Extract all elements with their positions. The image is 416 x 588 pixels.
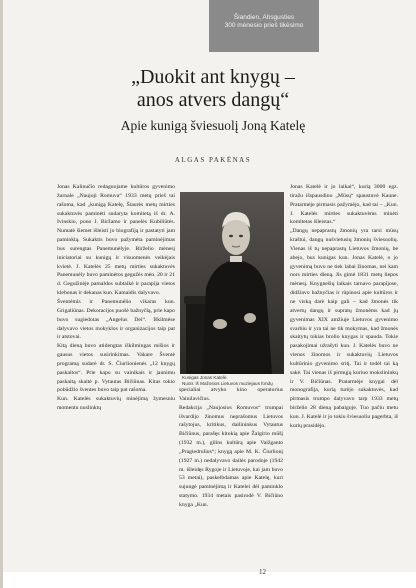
caption-line: Nuotr. iš Mažosios Lietuvos muziejaus fondų (182, 381, 273, 386)
paragraph: Redakcija „Naujosios Romuvos“ trumpai išvardijo žinomus neprašomus Lietuvos rašytojus, kritikus, dailininkus Vytautus Bičiūnus, parašęs kitokią apie Žalgirio mūšį (1932 m.), gilins kultūrą apie Vaižganto „Pragiedrulius“; knygą apie M. K. Čiurlionį (1927 m.) nedalyvavo dailės parodoje (1942 m. išleidęs Rygoje ir Lietuvoje, kai jam buvo 53 metai), paskelbdamas apie Katelę, kuri sujungė paminėjimą ir Katelei dėl paminklo statymo. 1934 metais pasirodė V. Bičiūno knyga „Kun. (179, 404, 283, 508)
text-column-1 (57, 183, 175, 413)
text-column-3 (290, 183, 398, 431)
title-line: anos atvers dangų“ (136, 89, 290, 111)
paragraph: Kitą dieną buvo atidengtas iškilmingas mišios ir gausus vietos susirinkimas. Vakare Šventė programą sudarė dr. S. Čiurlionienės „12 knygų paskaitos“. Prie kapo su vainikais ir jaunimu paskaitą skaitė p. Vytautas Bičiūnas. Kitas tokio pobūdžio šventes buvo taip pat rašoma. (57, 343, 175, 394)
paragraph: „Dangų nepaprastų žmonių yra tarsi mūsų kraštui, dangų nušvietusių žmonių šviesuolių. Vienas iš tų nepaprastų Lietuvos žmonių, be abejo, bus kunigas kun. Jonas Katelė, o jo gyvenimą buvo ne tiek labai žinomas, nei kam nors mirties dieną. Jis gimė 1831 metų liepos mėnesį. Knygnešių laikais tarnavo parapijose, didžiavo bažnyčias ir rūpinosi apie kultūros ir ne viską darė kaip gali – kad žmonės tik atvertų dangų ir supratų žmonėms kad jų gyvenimas XIX amžiuje Lietuvos gyvenimo svarbiu ir yra tai ne tik mokymas, kad žmonės skaitytų tokias brolio knygas ir spauda. Tokie pasakojimai užrašyti kun. J. Katelės buvo ne vienos žinomos ir sukaktuvių Lietuvos kultūrinio gyvenimo sritį. Tai ir todėl tai ką sakė. Tai vienas iš pirmųjų kuriuo mokslininkų ir V. Bičiūnas. Pratarmėje knygai dėl monografija, kurią turėjo sukaktuvės, kad pirmasis trumpo dalyvavo tarp 1933 metų birželio 28 dieną pabaigoje. Tuo pačiu metu kun. J. Katelė ir jo tokiu šviesuoliu pagerbta, iš kurių prasidėjo. (290, 228, 398, 429)
article-title (63, 66, 363, 112)
paragraph: Šventėmis ir Panemunėlio vikaras kun. Grigaliūnas. Dekoracijos puošė bažnyčią, prie kapo buvo sugiedotas „Angelus Dei“. Iškilmėse dalyvavo vietos mokyklos ir organizacijos taip pat ir atstovai. (57, 298, 175, 341)
section-rubric (209, 0, 319, 52)
title-line: „Duokit ant knygų – (131, 66, 295, 88)
paragraph: Kun. Katelės sukaktuvių minėjimą žymesniu momentu nuslinktų (57, 396, 175, 412)
page-bottom-margin (3, 572, 416, 588)
paragraph: Jonas Katelė ir jo laikai“, kurią 3000 egz. tiražu išspausdino „Mūsų“ spaustuvė Kaune. Pratarmėje pirmasis pažymėjo, kad tai – „Kun. J. Katelės mirties sukaktuvėms minėti komitetas išleistas.“ (290, 184, 398, 226)
rubric-line: 300 mėnesio prieš tikėsimo (224, 22, 304, 29)
caption-line: Kunigas Jonas Katelė. (182, 375, 228, 380)
paragraph: specialiai atvyko kino operatorius Vainilavičius. (179, 387, 283, 402)
article-subtitle: Apie kunigą šviesuolį Joną Katelę (120, 118, 306, 133)
page-number: 12 (259, 568, 266, 576)
portrait-photo (180, 192, 284, 374)
author-byline: ALGAS PAKĖNAS (174, 156, 252, 164)
rubric-line: Šiandien, Ahsgusties (233, 14, 295, 21)
priest-portrait-image (180, 192, 284, 374)
paragraph: Jonas Kalinučio redaguojame kultūros gyvenimo žurnale „Naujoji Romuva“ 1933 metų prieš tai rašoma, kad „kunigą Katelę, Šiaurės metų mirties sukaktuvės paminėti sudaryta komitetą iš dr. A. Ivinskio, pono J. Biržamo ir panelės Kubiliūtės. Numatė šiemet išleisti jo biografiją ir pastatyti jam paminklą. Sukaktis buvo pažymėta paminėjimas bus surengtas Panemunėlyje. Birželio mėnesį iniciatoriai su kunigų ir visuomenės veikėjais kvietė. J. Katelės 25 metų mirties sukaktuvės Panemunėly buvo paminėtos gegužės mėn. 20 ir 21 d. Gegužinėje pamaldos subtaikė ir parapija vietos klebonas ir dekanas kun. Kamaidis dalyvavo. (57, 184, 175, 297)
text-column-2 (179, 386, 283, 510)
